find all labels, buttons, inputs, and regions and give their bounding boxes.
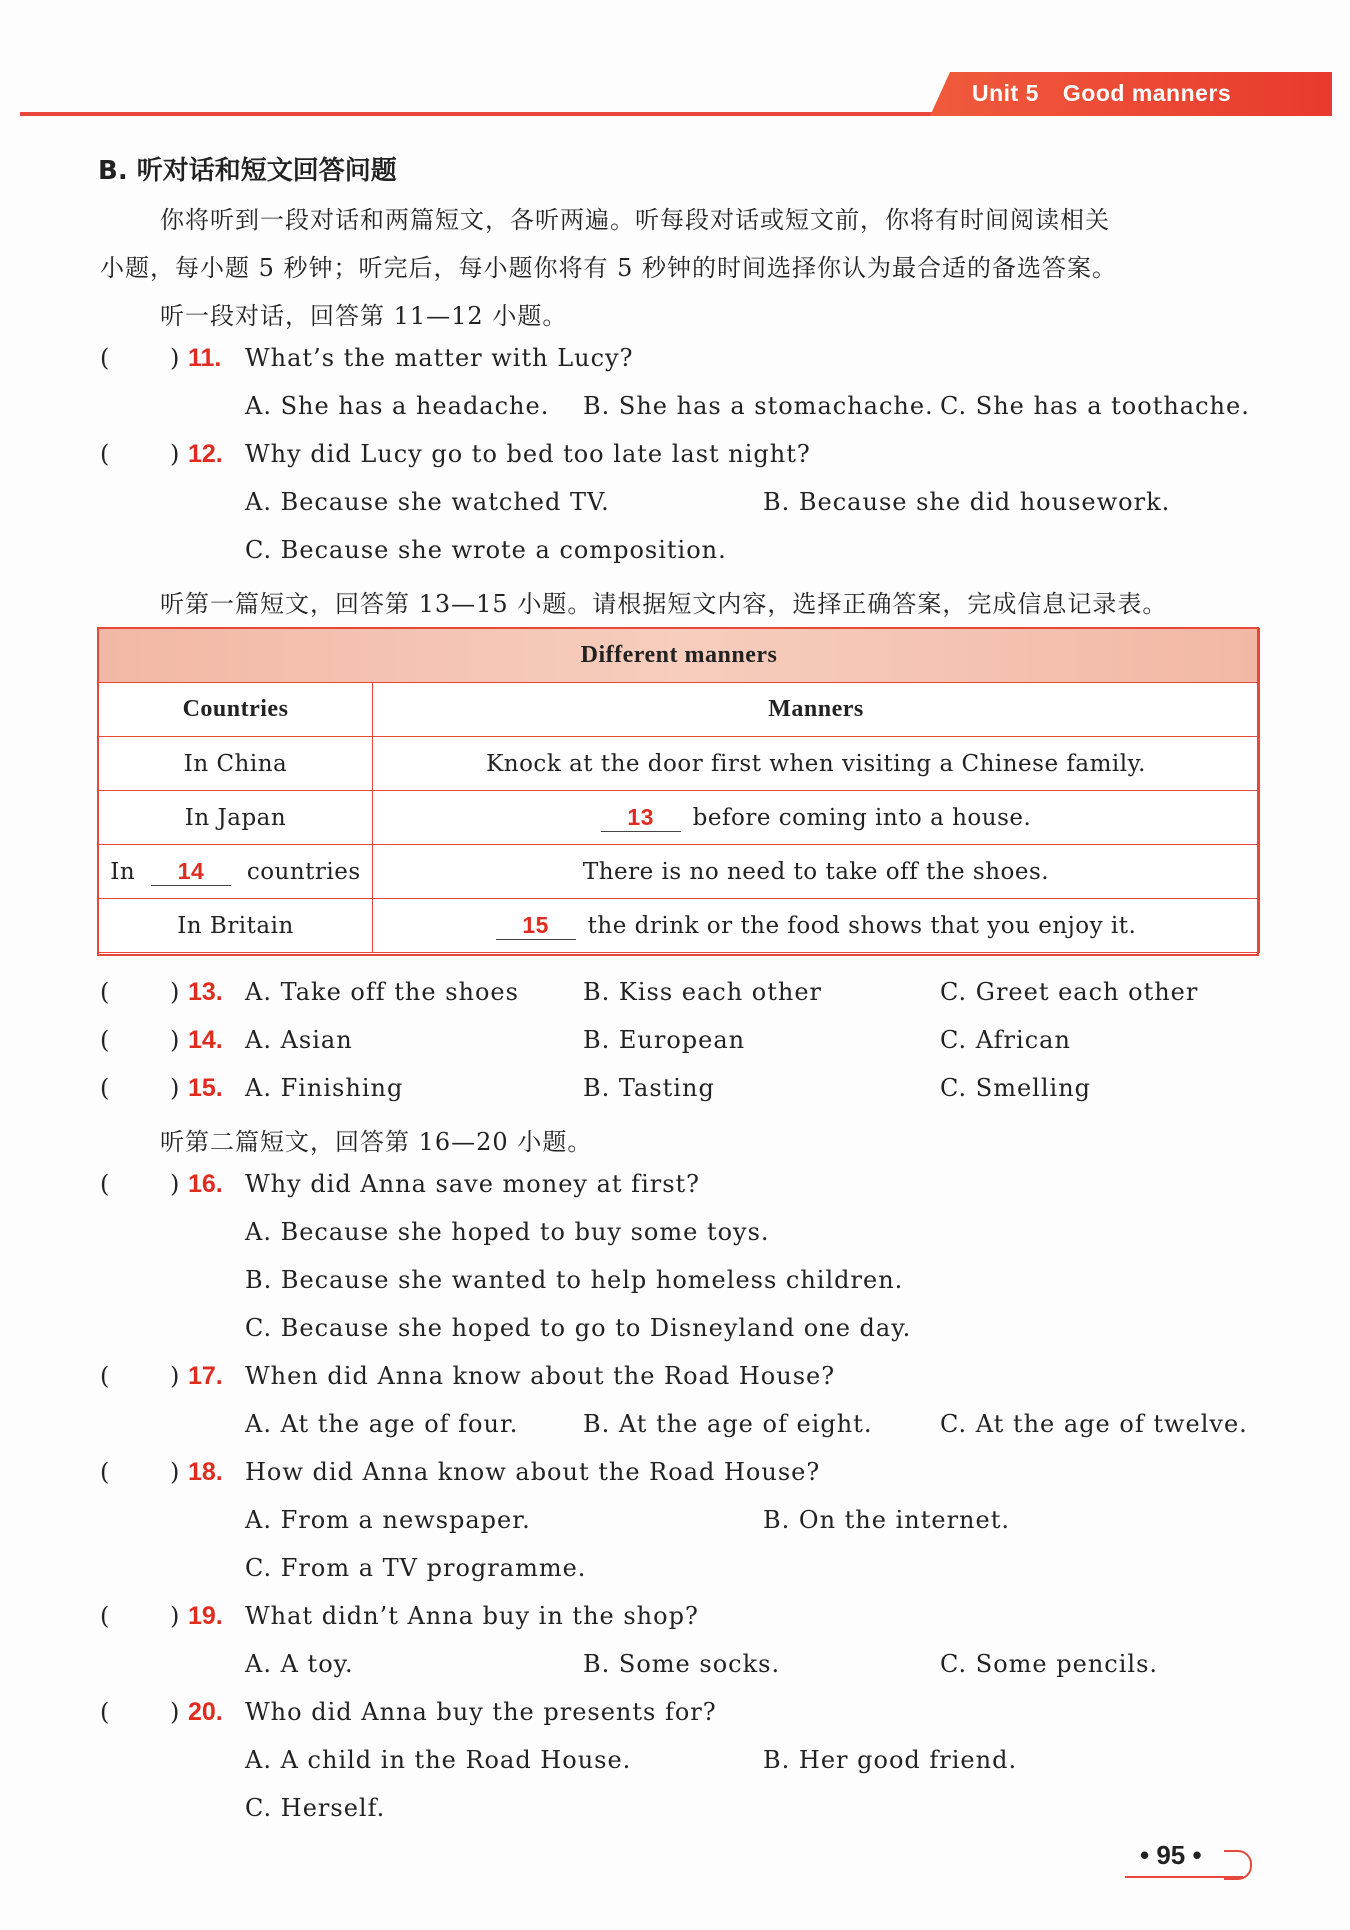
question-16-text: Why did Anna save money at first? [245, 1170, 701, 1198]
country-cell: In 14 countries [99, 845, 373, 899]
blank-14[interactable]: 14 [151, 858, 231, 886]
table-row [99, 791, 1260, 845]
part2-instruction: 听第一篇短文，回答第 13—15 小题。请根据短文内容，选择正确答案，完成信息记录表。 [160, 590, 1168, 618]
manner-cell: There is no need to take off the shoes. [373, 845, 1260, 899]
part1-instruction: 听一段对话，回答第 11—12 小题。 [160, 302, 568, 330]
question-12-text: Why did Lucy go to bed too late last night? [245, 440, 811, 468]
q13-option-b: B. Kiss each other [583, 978, 823, 1006]
table-row [99, 899, 1260, 953]
q19-option-a: A. A toy. [245, 1650, 354, 1678]
q19-option-c: C. Some pencils. [940, 1650, 1159, 1678]
question-number-12: 12. [188, 440, 223, 468]
question-number-19: 19. [188, 1602, 223, 1630]
question-number-18: 18. [188, 1458, 223, 1486]
q11-option-a: A. She has a headache. [245, 392, 550, 420]
table-row [99, 737, 1260, 791]
q11-option-b: B. She has a stomachache. [583, 392, 934, 420]
question-11-text: What’s the matter with Lucy? [245, 344, 634, 372]
q13-option-a: A. Take off the shoes [245, 978, 519, 1006]
country-cell: In China [99, 737, 373, 791]
q15-option-a: A. Finishing [245, 1074, 404, 1102]
column-header-countries: Countries [99, 683, 373, 737]
intro-line-1: 你将听到一段对话和两篇短文，各听两遍。听每段对话或短文前，你将有时间阅读相关 [160, 206, 1110, 234]
q18-option-c: C. From a TV programme. [245, 1554, 587, 1582]
page-curl-icon [1224, 1850, 1252, 1880]
question-number-14: 14. [188, 1026, 223, 1054]
table-title: Different manners [99, 629, 1260, 683]
manner-cell: Knock at the door first when visiting a Chinese family. [373, 737, 1260, 791]
q18-option-b: B. On the internet. [763, 1506, 1010, 1534]
q20-option-b: B. Her good friend. [763, 1746, 1018, 1774]
answer-blank-14[interactable]: ( ) [100, 1026, 180, 1054]
question-20-text: Who did Anna buy the presents for? [245, 1698, 717, 1726]
question-number-17: 17. [188, 1362, 223, 1390]
question-19-text: What didn’t Anna buy in the shop? [245, 1602, 699, 1630]
answer-blank-17[interactable]: ( ) [100, 1362, 180, 1390]
answer-blank-13[interactable]: ( ) [100, 978, 180, 1006]
column-header-manners: Manners [373, 683, 1260, 737]
q14-option-a: A. Asian [245, 1026, 353, 1054]
q12-option-b: B. Because she did housework. [763, 488, 1171, 516]
q17-option-a: A. At the age of four. [245, 1410, 519, 1438]
answer-blank-16[interactable]: ( ) [100, 1170, 180, 1198]
q15-option-c: C. Smelling [940, 1074, 1092, 1102]
q12-option-c: C. Because she wrote a composition. [245, 536, 727, 564]
q16-option-b: B. Because she wanted to help homeless children. [245, 1266, 904, 1294]
q19-option-b: B. Some socks. [583, 1650, 781, 1678]
manner-cell: 15 the drink or the food shows that you enjoy it. [373, 899, 1260, 953]
unit-title: Good manners [1062, 80, 1232, 106]
manner-cell: 13 before coming into a house. [373, 791, 1260, 845]
q13-option-c: C. Greet each other [940, 978, 1199, 1006]
manners-table [98, 628, 1260, 953]
q12-option-a: A. Because she watched TV. [245, 488, 610, 516]
answer-blank-12[interactable]: ( ) [100, 440, 180, 468]
q15-option-b: B. Tasting [583, 1074, 715, 1102]
question-number-11: 11. [188, 344, 222, 372]
intro-line-2: 小题，每小题 5 秒钟；听完后，每小题你将有 5 秒钟的时间选择你认为最合适的备选答案。 [100, 254, 1118, 282]
question-number-13: 13. [188, 978, 223, 1006]
q20-option-c: C. Herself. [245, 1794, 386, 1822]
answer-blank-18[interactable]: ( ) [100, 1458, 180, 1486]
table-row [99, 845, 1260, 899]
q14-option-c: C. African [940, 1026, 1071, 1054]
q17-option-b: B. At the age of eight. [583, 1410, 873, 1438]
question-number-20: 20. [188, 1698, 223, 1726]
q20-option-a: A. A child in the Road House. [245, 1746, 632, 1774]
answer-blank-19[interactable]: ( ) [100, 1602, 180, 1630]
country-cell: In Britain [99, 899, 373, 953]
country-cell: In Japan [99, 791, 373, 845]
part3-instruction: 听第二篇短文，回答第 16—20 小题。 [160, 1128, 593, 1156]
q11-option-c: C. She has a toothache. [940, 392, 1250, 420]
blank-15[interactable]: 15 [496, 912, 576, 940]
unit-number: Unit 5 [972, 80, 1039, 106]
question-17-text: When did Anna know about the Road House? [245, 1362, 836, 1390]
answer-blank-11[interactable]: ( ) [100, 344, 180, 372]
question-number-16: 16. [188, 1170, 223, 1198]
answer-blank-15[interactable]: ( ) [100, 1074, 180, 1102]
q16-option-c: C. Because she hoped to go to Disneyland one day. [245, 1314, 912, 1342]
q16-option-a: A. Because she hoped to buy some toys. [245, 1218, 770, 1246]
blank-13[interactable]: 13 [601, 804, 681, 832]
answer-blank-20[interactable]: ( ) [100, 1698, 180, 1726]
question-number-15: 15. [188, 1074, 223, 1102]
page-number: • 95 • [1140, 1840, 1202, 1870]
q18-option-a: A. From a newspaper. [245, 1506, 531, 1534]
q17-option-c: C. At the age of twelve. [940, 1410, 1248, 1438]
unit-header [972, 80, 1255, 107]
q14-option-b: B. European [583, 1026, 746, 1054]
question-18-text: How did Anna know about the Road House? [245, 1458, 821, 1486]
section-title: B. 听对话和短文回答问题 [98, 156, 397, 186]
